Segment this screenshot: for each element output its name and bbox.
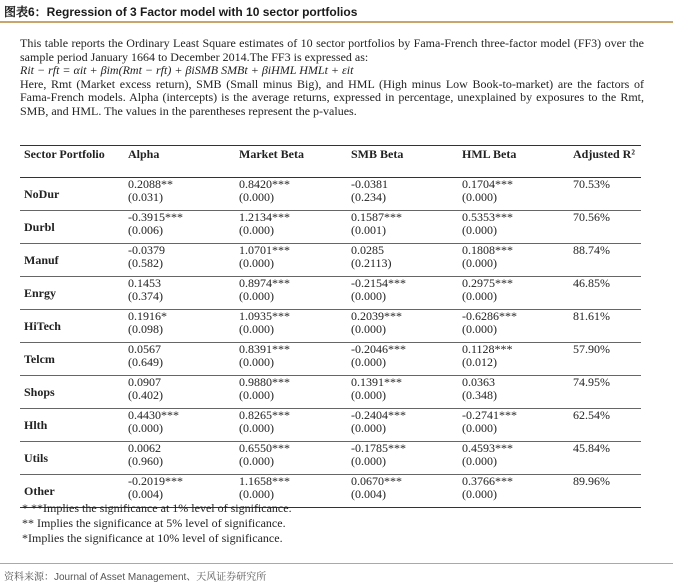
market-beta-value: 1.0701*** xyxy=(239,243,290,257)
market-beta-cell xyxy=(235,343,347,376)
smb-beta-pvalue: (0.2113) xyxy=(351,256,392,270)
sector-name: Shops xyxy=(20,376,124,409)
alpha-pvalue: (0.098) xyxy=(128,322,163,336)
alpha-pvalue: (0.006) xyxy=(128,223,163,237)
market-beta-value: 0.8420*** xyxy=(239,177,290,191)
table-row xyxy=(20,244,641,277)
smb-beta-pvalue: (0.004) xyxy=(351,487,386,501)
alpha-cell xyxy=(124,244,235,277)
smb-beta-pvalue: (0.000) xyxy=(351,388,386,402)
market-beta-value: 1.2134*** xyxy=(239,210,290,224)
alpha-value: 0.0567 xyxy=(128,342,161,356)
market-beta-cell xyxy=(235,277,347,310)
alpha-pvalue: (0.000) xyxy=(128,421,163,435)
table-row xyxy=(20,178,641,211)
adjusted-r2-value: 46.85% xyxy=(569,277,641,310)
hml-beta-pvalue: (0.012) xyxy=(462,355,497,369)
alpha-value: -0.3915*** xyxy=(128,210,183,224)
smb-beta-pvalue: (0.000) xyxy=(351,355,386,369)
sector-name: Other xyxy=(20,475,124,508)
alpha-cell xyxy=(124,310,235,343)
market-beta-pvalue: (0.000) xyxy=(239,487,274,501)
hml-beta-value: -0.6286*** xyxy=(462,309,517,323)
adjusted-r2-value: 62.54% xyxy=(569,409,641,442)
market-beta-value: 0.9880*** xyxy=(239,375,290,389)
hml-beta-value: 0.1128*** xyxy=(462,342,513,356)
alpha-value: -0.0379 xyxy=(128,243,165,257)
smb-beta-pvalue: (0.234) xyxy=(351,190,386,204)
hml-beta-value: 0.1808*** xyxy=(462,243,513,257)
market-beta-pvalue: (0.000) xyxy=(239,355,274,369)
header-market-beta: Market Beta xyxy=(235,146,347,178)
sector-name: Durbl xyxy=(20,211,124,244)
table-row xyxy=(20,442,641,475)
smb-beta-cell xyxy=(347,244,458,277)
ff3-formula: Rit − rft = αit + βim(Rmt − rft) + βiSMB SMBt + βiHML HMLt + εit xyxy=(20,63,354,77)
note-5pct: ** Implies the significance at 5% level of significance. xyxy=(22,516,286,530)
smb-beta-value: -0.0381 xyxy=(351,177,388,191)
smb-beta-cell xyxy=(347,310,458,343)
smb-beta-value: 0.0285 xyxy=(351,243,384,257)
hml-beta-value: 0.0363 xyxy=(462,375,495,389)
market-beta-cell xyxy=(235,376,347,409)
alpha-cell xyxy=(124,211,235,244)
hml-beta-cell xyxy=(458,277,569,310)
hml-beta-value: 0.3766*** xyxy=(462,474,513,488)
hml-beta-pvalue: (0.348) xyxy=(462,388,497,402)
smb-beta-value: 0.1391*** xyxy=(351,375,402,389)
note-10pct: *Implies the significance at 10% level of significance. xyxy=(22,531,283,545)
smb-beta-value: -0.2046*** xyxy=(351,342,406,356)
hml-beta-value: 0.1704*** xyxy=(462,177,513,191)
alpha-cell xyxy=(124,178,235,211)
alpha-pvalue: (0.004) xyxy=(128,487,163,501)
alpha-value: -0.2019*** xyxy=(128,474,183,488)
alpha-value: 0.0062 xyxy=(128,441,161,455)
market-beta-cell xyxy=(235,244,347,277)
adjusted-r2-value: 45.84% xyxy=(569,442,641,475)
market-beta-value: 1.0935*** xyxy=(239,309,290,323)
table-row xyxy=(20,343,641,376)
header-hml-beta: HML Beta xyxy=(458,146,569,178)
hml-beta-cell xyxy=(458,409,569,442)
table-row xyxy=(20,310,641,343)
hml-beta-cell xyxy=(458,310,569,343)
hml-beta-cell xyxy=(458,211,569,244)
smb-beta-pvalue: (0.000) xyxy=(351,454,386,468)
alpha-value: 0.1916* xyxy=(128,309,167,323)
smb-beta-cell xyxy=(347,343,458,376)
alpha-pvalue: (0.402) xyxy=(128,388,163,402)
market-beta-pvalue: (0.000) xyxy=(239,256,274,270)
hml-beta-pvalue: (0.000) xyxy=(462,454,497,468)
market-beta-value: 1.1658*** xyxy=(239,474,290,488)
sector-name: Enrgy xyxy=(20,277,124,310)
market-beta-cell xyxy=(235,442,347,475)
intro-line-2: Here, Rmt (Market excess return), SMB (Small minus Big), and HML (High minus Low Book-to-market) are the factors of Fama-French models. Alpha (intercepts) is the average returns, expressed in percentage, unexplained by exposures to the Rmt, SMB, and HML. The values in the parentheses represent the p-values. xyxy=(20,76,644,118)
hml-beta-pvalue: (0.000) xyxy=(462,322,497,336)
header-alpha: Alpha xyxy=(124,146,235,178)
sector-name: Utils xyxy=(20,442,124,475)
smb-beta-cell xyxy=(347,211,458,244)
table-row xyxy=(20,376,641,409)
market-beta-pvalue: (0.000) xyxy=(239,190,274,204)
market-beta-value: 0.8391*** xyxy=(239,342,290,356)
smb-beta-pvalue: (0.000) xyxy=(351,289,386,303)
sector-name: Hlth xyxy=(20,409,124,442)
market-beta-value: 0.8265*** xyxy=(239,408,290,422)
smb-beta-pvalue: (0.000) xyxy=(351,421,386,435)
table-row xyxy=(20,409,641,442)
smb-beta-value: 0.2039*** xyxy=(351,309,402,323)
smb-beta-pvalue: (0.001) xyxy=(351,223,386,237)
adjusted-r2-value: 70.53% xyxy=(569,178,641,211)
sector-name: NoDur xyxy=(20,178,124,211)
hml-beta-pvalue: (0.000) xyxy=(462,256,497,270)
market-beta-cell xyxy=(235,310,347,343)
market-beta-pvalue: (0.000) xyxy=(239,289,274,303)
adjusted-r2-value: 70.56% xyxy=(569,211,641,244)
smb-beta-value: -0.2154*** xyxy=(351,276,406,290)
hml-beta-value: -0.2741*** xyxy=(462,408,517,422)
hml-beta-cell xyxy=(458,178,569,211)
market-beta-pvalue: (0.000) xyxy=(239,388,274,402)
alpha-pvalue: (0.649) xyxy=(128,355,163,369)
alpha-pvalue: (0.374) xyxy=(128,289,163,303)
smb-beta-cell xyxy=(347,178,458,211)
alpha-cell xyxy=(124,442,235,475)
note-1pct: * **Implies the significance at 1% level of significance. xyxy=(22,501,292,515)
hml-beta-pvalue: (0.000) xyxy=(462,421,497,435)
hml-beta-pvalue: (0.000) xyxy=(462,190,497,204)
table-row xyxy=(20,211,641,244)
regression-table xyxy=(20,145,641,508)
market-beta-pvalue: (0.000) xyxy=(239,454,274,468)
sector-name: Manuf xyxy=(20,244,124,277)
smb-beta-cell xyxy=(347,376,458,409)
hml-beta-cell xyxy=(458,475,569,508)
adjusted-r2-value: 74.95% xyxy=(569,376,641,409)
market-beta-pvalue: (0.000) xyxy=(239,421,274,435)
alpha-value: 0.2088** xyxy=(128,177,173,191)
intro-paragraph xyxy=(20,37,644,118)
alpha-cell xyxy=(124,277,235,310)
alpha-pvalue: (0.960) xyxy=(128,454,163,468)
smb-beta-value: 0.1587*** xyxy=(351,210,402,224)
smb-beta-cell xyxy=(347,475,458,508)
hml-beta-pvalue: (0.000) xyxy=(462,223,497,237)
title-divider xyxy=(0,21,673,23)
alpha-value: 0.0907 xyxy=(128,375,161,389)
alpha-cell xyxy=(124,343,235,376)
alpha-value: 0.4430*** xyxy=(128,408,179,422)
header-smb-beta: SMB Beta xyxy=(347,146,458,178)
hml-beta-pvalue: (0.000) xyxy=(462,289,497,303)
hml-beta-cell xyxy=(458,244,569,277)
hml-beta-value: 0.2975*** xyxy=(462,276,513,290)
hml-beta-value: 0.5353*** xyxy=(462,210,513,224)
table-header-row xyxy=(20,146,641,178)
table-row xyxy=(20,277,641,310)
intro-line-1: This table reports the Ordinary Least Square estimates of 10 sector portfolios by Fama-French three-factor model (FF3) over the sample period January 1664 to December 2014.The FF3 is expressed as: xyxy=(20,36,644,64)
adjusted-r2-value: 57.90% xyxy=(569,343,641,376)
market-beta-cell xyxy=(235,178,347,211)
market-beta-value: 0.8974*** xyxy=(239,276,290,290)
alpha-pvalue: (0.031) xyxy=(128,190,163,204)
header-adjusted-r2: Adjusted R² xyxy=(569,146,641,178)
alpha-value: 0.1453 xyxy=(128,276,161,290)
hml-beta-cell xyxy=(458,343,569,376)
hml-beta-pvalue: (0.000) xyxy=(462,487,497,501)
footer-divider xyxy=(0,563,673,564)
sector-name: HiTech xyxy=(20,310,124,343)
smb-beta-cell xyxy=(347,409,458,442)
hml-beta-cell xyxy=(458,376,569,409)
hml-beta-value: 0.4593*** xyxy=(462,441,513,455)
alpha-cell xyxy=(124,409,235,442)
market-beta-pvalue: (0.000) xyxy=(239,223,274,237)
smb-beta-cell xyxy=(347,442,458,475)
adjusted-r2-value: 81.61% xyxy=(569,310,641,343)
hml-beta-cell xyxy=(458,442,569,475)
smb-beta-cell xyxy=(347,277,458,310)
smb-beta-value: -0.2404*** xyxy=(351,408,406,422)
market-beta-cell xyxy=(235,211,347,244)
alpha-cell xyxy=(124,376,235,409)
adjusted-r2-value: 88.74% xyxy=(569,244,641,277)
sector-name: Telcm xyxy=(20,343,124,376)
figure-title: 图表6：Regression of 3 Factor model with 10 sector portfolios xyxy=(4,5,358,19)
market-beta-cell xyxy=(235,409,347,442)
header-sector-portfolio: Sector Portfolio xyxy=(20,146,124,178)
market-beta-pvalue: (0.000) xyxy=(239,322,274,336)
smb-beta-value: -0.1785*** xyxy=(351,441,406,455)
adjusted-r2-value: 89.96% xyxy=(569,475,641,508)
alpha-pvalue: (0.582) xyxy=(128,256,163,270)
smb-beta-pvalue: (0.000) xyxy=(351,322,386,336)
smb-beta-value: 0.0670*** xyxy=(351,474,402,488)
significance-notes xyxy=(22,501,292,546)
market-beta-value: 0.6550*** xyxy=(239,441,290,455)
source-note: 资料来源：Journal of Asset Management、天风证券研究所 xyxy=(4,572,267,583)
